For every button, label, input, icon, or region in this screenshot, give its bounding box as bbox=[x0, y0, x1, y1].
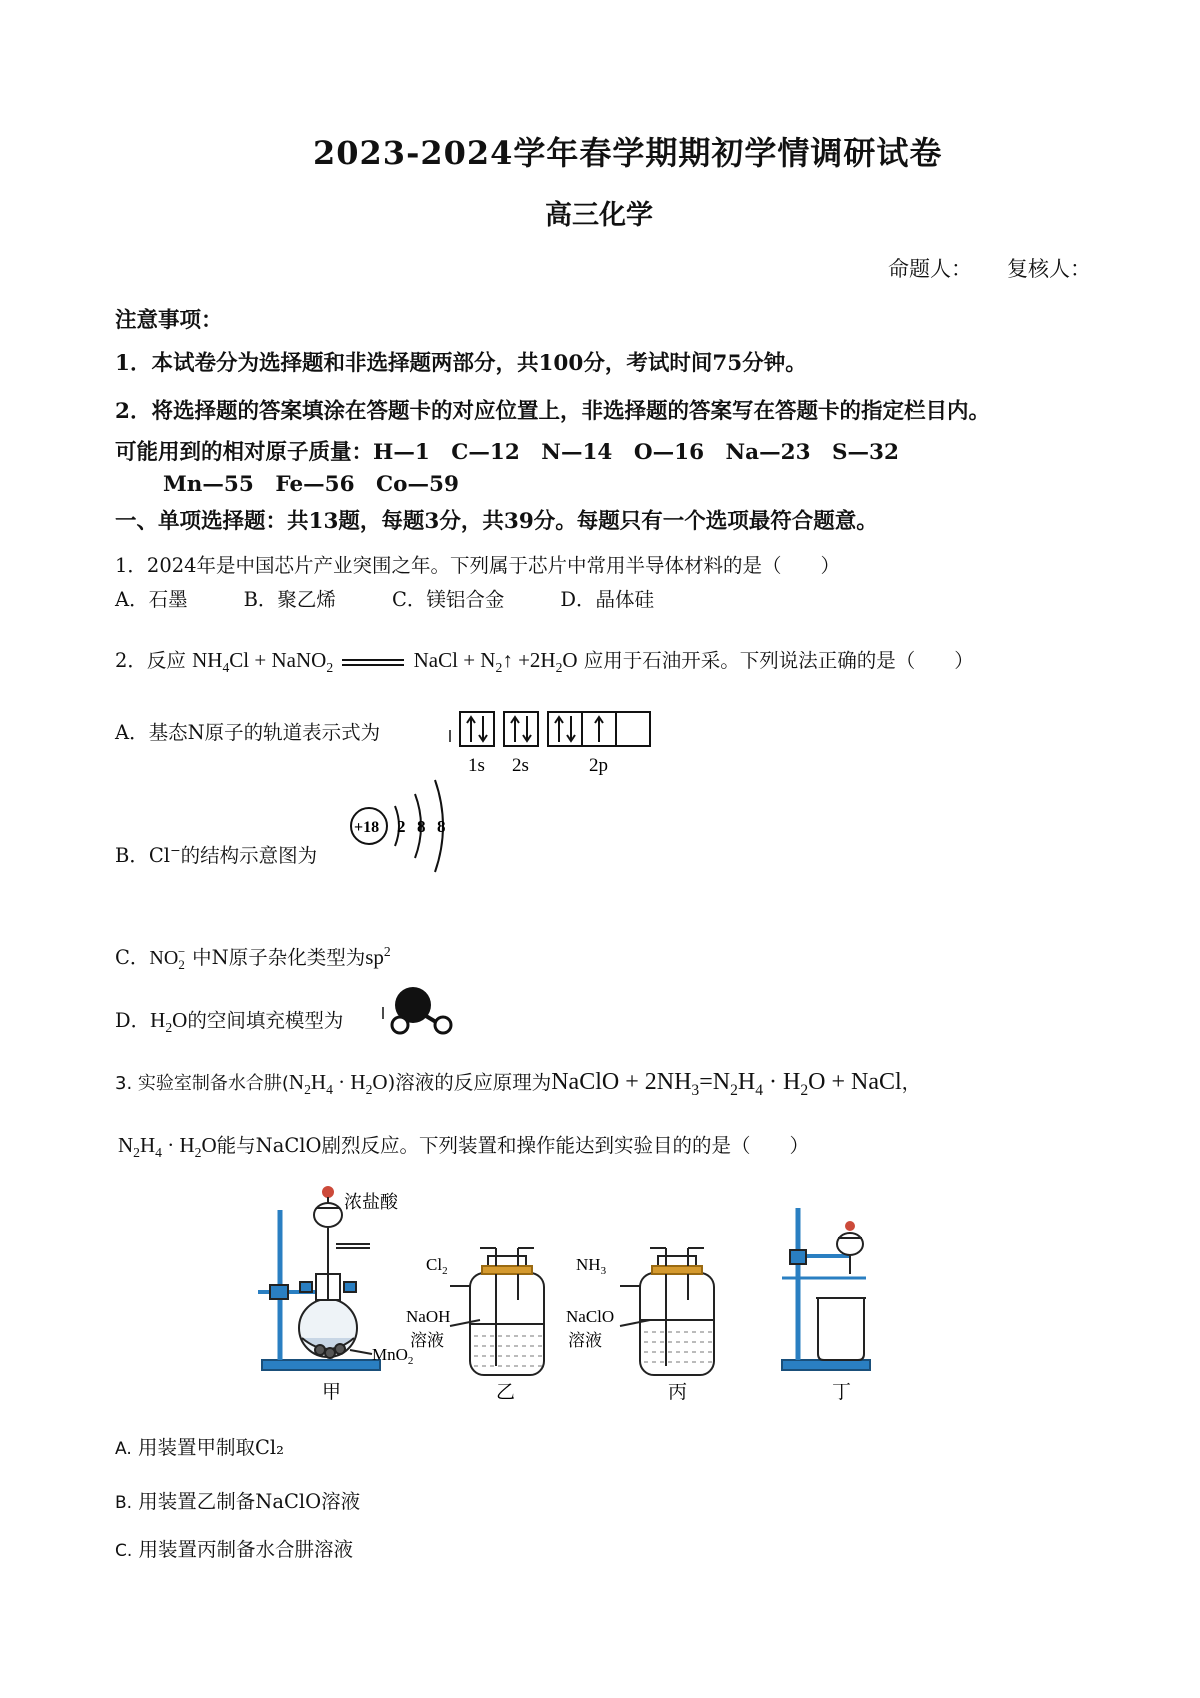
q3-option-b-text: 用装置乙制备NaClO溶液 bbox=[138, 1490, 361, 1513]
q2-suffix: 应用于石油开采。下列说法正确的是（ ） bbox=[583, 649, 974, 672]
notice-item-2: 2．将选择题的答案填涂在答题卡的对应位置上，非选择题的答案写在答题卡的指定栏目内。 bbox=[115, 399, 990, 424]
notice-item-1: 1．本试卷分为选择题和非选择题两部分，共100分，考试时间75分钟。 bbox=[115, 351, 807, 376]
shell-electrons-3: 8 bbox=[437, 817, 446, 836]
nucleus-charge: +18 bbox=[354, 819, 380, 836]
page-title: 2023-2024学年春学期期初学情调研试卷 bbox=[313, 134, 943, 172]
q2-option-b-suffix: 的结构示意图为 bbox=[180, 844, 318, 867]
bing-gas-text: NH bbox=[576, 1255, 601, 1274]
q3-option-a bbox=[115, 1432, 284, 1460]
q1-option-b: B．聚乙烯 bbox=[243, 588, 336, 611]
section1-heading: 一、单项选择题：共13题，每题3分，共39分。每题只有一个选项最符合题意。 bbox=[115, 509, 878, 534]
q2-option-d-suffix: 的空间填充模型为 bbox=[187, 1009, 344, 1032]
q2-option-c-suffix: 中N原子杂化类型为 bbox=[192, 946, 366, 969]
q2-equation: $NH_4Cl$ + NaNO$_2$ NaCl + $N_2↑ +2H_2O$ bbox=[192, 648, 578, 676]
q3-option-b-label: B. bbox=[115, 1493, 133, 1513]
jia-reagent-label: 浓盐酸 bbox=[344, 1192, 398, 1212]
q2-option-b-sup: − bbox=[170, 842, 181, 858]
notice-heading: 注意事项： bbox=[115, 308, 223, 333]
q1-stem: 1．2024年是中国芯片产业突围之年。下列属于芯片中常用半导体材料的是（ ） bbox=[115, 554, 841, 577]
q3-option-c bbox=[115, 1534, 353, 1562]
q1-options bbox=[115, 584, 710, 612]
atomic-mass-line-2: Mn—55 Fe—56 Co—59 bbox=[163, 472, 459, 497]
caption-bing: 丙 bbox=[668, 1382, 688, 1400]
q3-option-c-label: C. bbox=[115, 1541, 133, 1561]
q2-option-c-prefix: C． bbox=[115, 946, 150, 969]
q3-stem-line2: $N_2H_4 \cdot H_2O$能与NaClO剧烈反应。下列装置和操作能达到实验目的的是（ ） bbox=[118, 1133, 810, 1161]
water-space-filling-model bbox=[380, 985, 460, 1041]
q2-option-d-prefix: D． bbox=[115, 1009, 151, 1032]
caption-ding: 丁 bbox=[832, 1382, 852, 1400]
orbital-label-1s: 1s bbox=[468, 755, 485, 776]
apparatus-figure bbox=[250, 1170, 890, 1400]
yi-solution-label-1: NaOH bbox=[406, 1307, 451, 1326]
q3-stem-line2-suffix: 能与NaClO剧烈反应。下列装置和操作能达到实验目的的是（ ） bbox=[216, 1134, 810, 1157]
setter-label: 命题人： bbox=[888, 257, 972, 281]
cl-ion-structure-diagram bbox=[345, 772, 455, 882]
q2-option-d: D．$H_2O$的空间填充模型为 bbox=[115, 1008, 344, 1036]
q2-option-c: C．$NO_2^-$ 中N原子杂化类型为$sp^2$ bbox=[115, 944, 391, 972]
page-subtitle: 高三化学 bbox=[545, 200, 653, 231]
q3-option-c-text: 用装置丙制备水合肼溶液 bbox=[138, 1538, 353, 1561]
orbital-diagram bbox=[448, 708, 668, 780]
q2-option-a: A．基态N原子的轨道表示式为 bbox=[115, 721, 381, 744]
q2-option-b-prefix: B．Cl bbox=[115, 844, 170, 867]
q3-stem-mid: )溶液的反应原理为 bbox=[387, 1071, 552, 1094]
yi-gas-text: Cl bbox=[426, 1255, 443, 1274]
caption-yi: 乙 bbox=[496, 1382, 516, 1400]
reviewer-label: 复核人： bbox=[1007, 257, 1091, 281]
orbital-label-2p: 2p bbox=[589, 755, 608, 776]
yi-solution-label-2: 溶液 bbox=[410, 1331, 444, 1350]
shell-electrons-2: 8 bbox=[417, 817, 426, 836]
q2-stem bbox=[115, 645, 974, 676]
jia-solid-label: MnO$_2$ bbox=[372, 1345, 414, 1367]
jia-solid-text: MnO bbox=[372, 1345, 408, 1364]
q1-option-c: C．镁铝合金 bbox=[391, 588, 505, 611]
orbital-label-2s: 2s bbox=[512, 755, 529, 776]
q1-option-d: D．晶体硅 bbox=[560, 588, 654, 611]
q2-option-b bbox=[115, 840, 317, 868]
bing-gas-label: $NH_3$ bbox=[576, 1255, 607, 1277]
q3-option-b bbox=[115, 1486, 360, 1514]
q1-option-a: A．石墨 bbox=[115, 588, 188, 611]
yi-gas-label: $Cl_2$ bbox=[426, 1255, 448, 1277]
q3-stem-line1: 3. 实验室制备水合肼$(N_2H_4 \cdot H_2O)$溶液的反应原理为NaClO + $2NH_3=N_2H_4 \cdot H_2O$ + NaCl， bbox=[115, 1069, 922, 1099]
atomic-mass-line-1: 可能用到的相对原子质量：H—1 C—12 N—14 O—16 Na—23 S—32 bbox=[115, 440, 899, 465]
q3-option-a-text: 用装置甲制取Cl₂ bbox=[137, 1436, 284, 1459]
bing-solution-label-2: 溶液 bbox=[568, 1331, 602, 1350]
caption-jia: 甲 bbox=[322, 1382, 342, 1400]
q2-prefix: 2．反应 bbox=[115, 649, 186, 672]
shell-electrons-1: 2 bbox=[397, 817, 406, 836]
q3-option-a-label: A. bbox=[115, 1439, 132, 1459]
q3-stem-prefix: 3. 实验室制备水合肼( bbox=[115, 1073, 289, 1094]
bing-solution-label-1: NaClO bbox=[566, 1307, 615, 1326]
